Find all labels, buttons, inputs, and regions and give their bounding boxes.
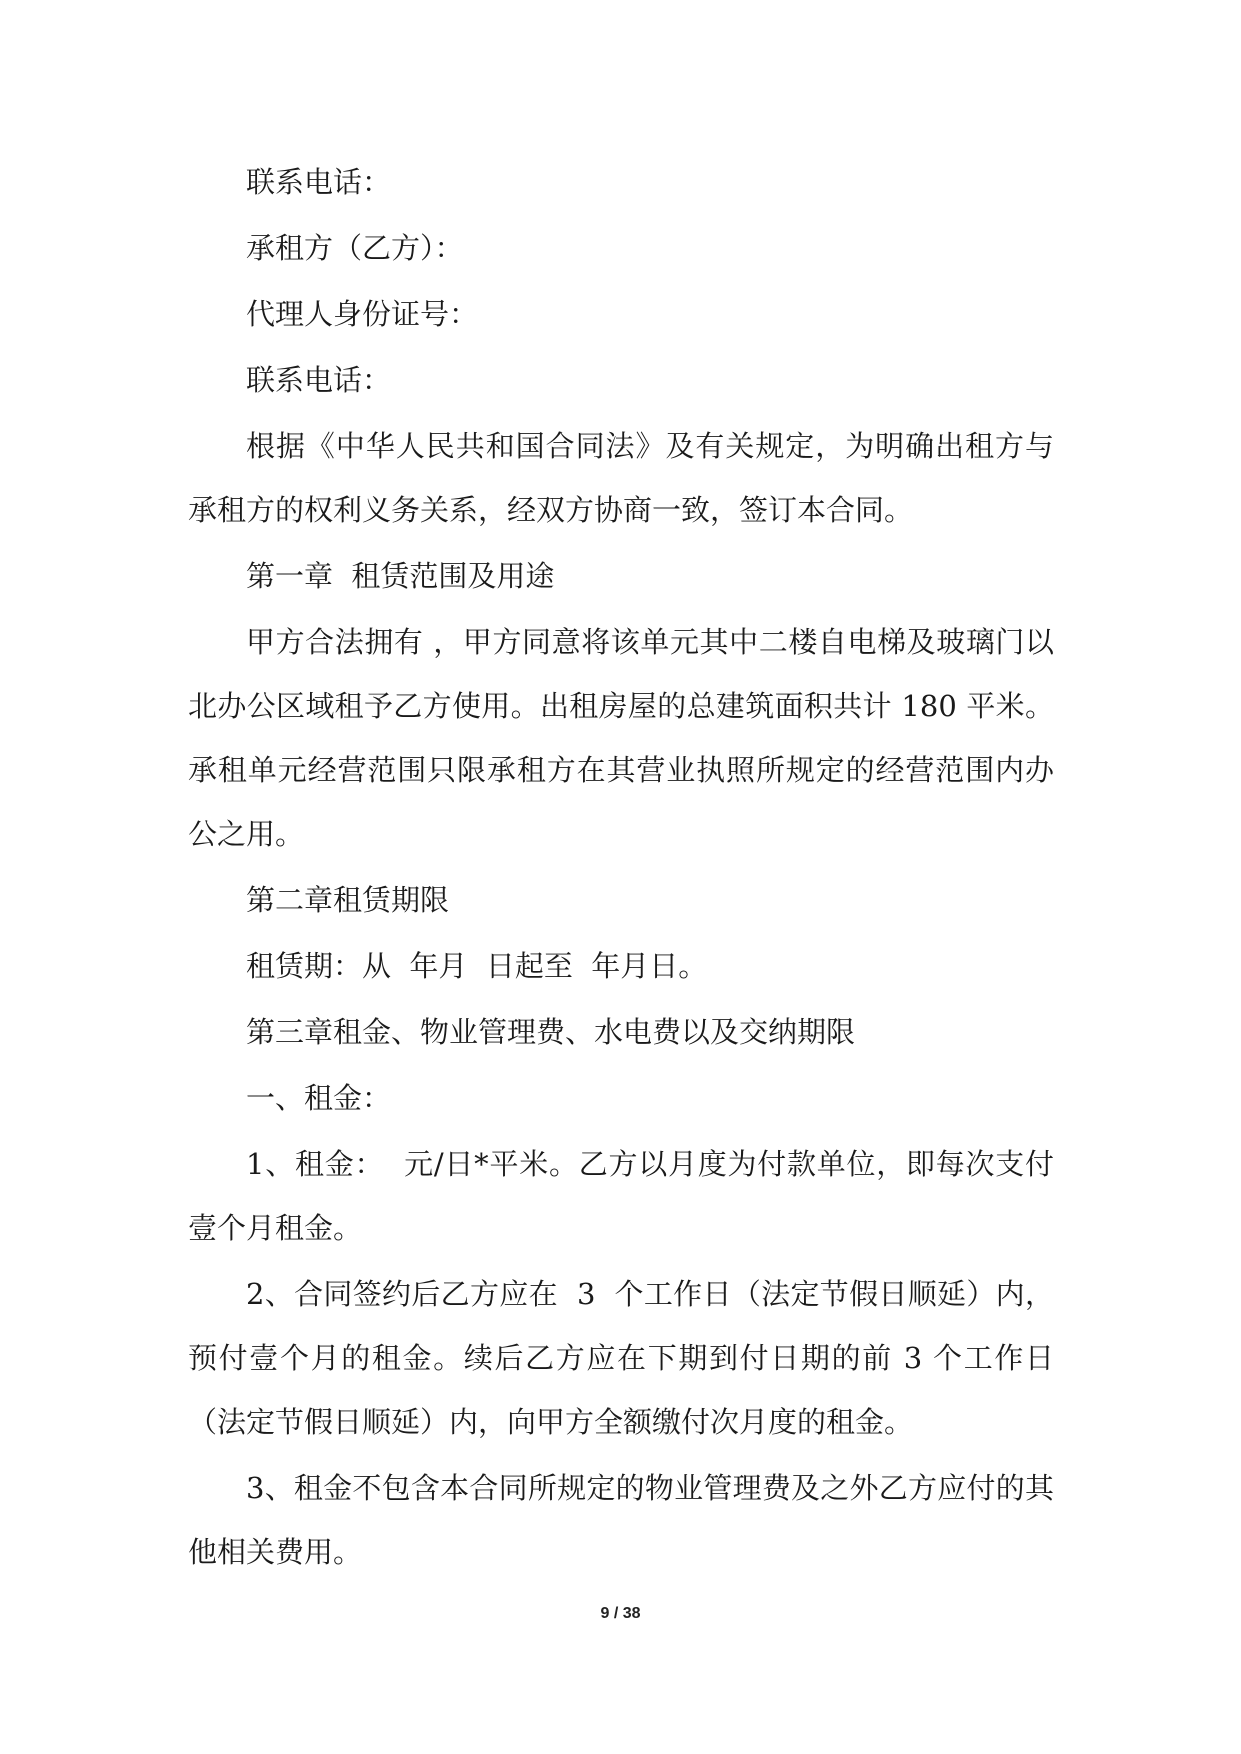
chapter-3-heading: 第三章租金、物业管理费、水电费以及交纳期限	[246, 1015, 856, 1049]
paragraph-contact-phone-1: 联系电话：	[246, 165, 392, 199]
clause-rent-1: 1、租金： 元/日*平米。乙方以月度为付款单位，即每次支付壹个月租金。	[188, 1147, 1054, 1245]
clause-rent-3: 3、租金不包含本合同所规定的物业管理费及之外乙方应付的其他相关费用。	[188, 1471, 1054, 1569]
chapter-2-heading: 第二章租赁期限	[246, 883, 450, 917]
paragraph-preamble: 根据《中华人民共和国合同法》及有关规定，为明确出租方与承租方的权利义务关系，经双方协商一致，签订本合同。	[188, 429, 1054, 527]
page-number: 9 / 38	[600, 1605, 641, 1622]
document-body	[188, 150, 1054, 1586]
chapter-1-heading: 第一章 租赁范围及用途	[246, 559, 555, 593]
paragraph-lease-scope: 甲方合法拥有 ，甲方同意将该单元其中二楼自电梯及玻璃门以北办公区域租予乙方使用。出租房屋的总建筑面积共计 180 平米。承租单元经营范围只限承租方在其营业执照所规定的经营范围内办公之用。	[188, 625, 1054, 851]
section-rent-heading: 一、租金：	[246, 1081, 392, 1115]
paragraph-agent-id: 代理人身份证号：	[246, 297, 479, 331]
paragraph-lessee: 承租方（乙方）：	[246, 231, 464, 265]
clause-rent-2: 2、合同签约后乙方应在 3 个工作日（法定节假日顺延）内，预付壹个月的租金。续后乙方应在下期到付日期的前 3 个工作日（法定节假日顺延）内，向甲方全额缴付次月度的租金。	[188, 1277, 1054, 1439]
paragraph-contact-phone-2: 联系电话：	[246, 363, 392, 397]
paragraph-lease-term: 租赁期：从 年月 日起至 年月日。	[246, 949, 708, 983]
